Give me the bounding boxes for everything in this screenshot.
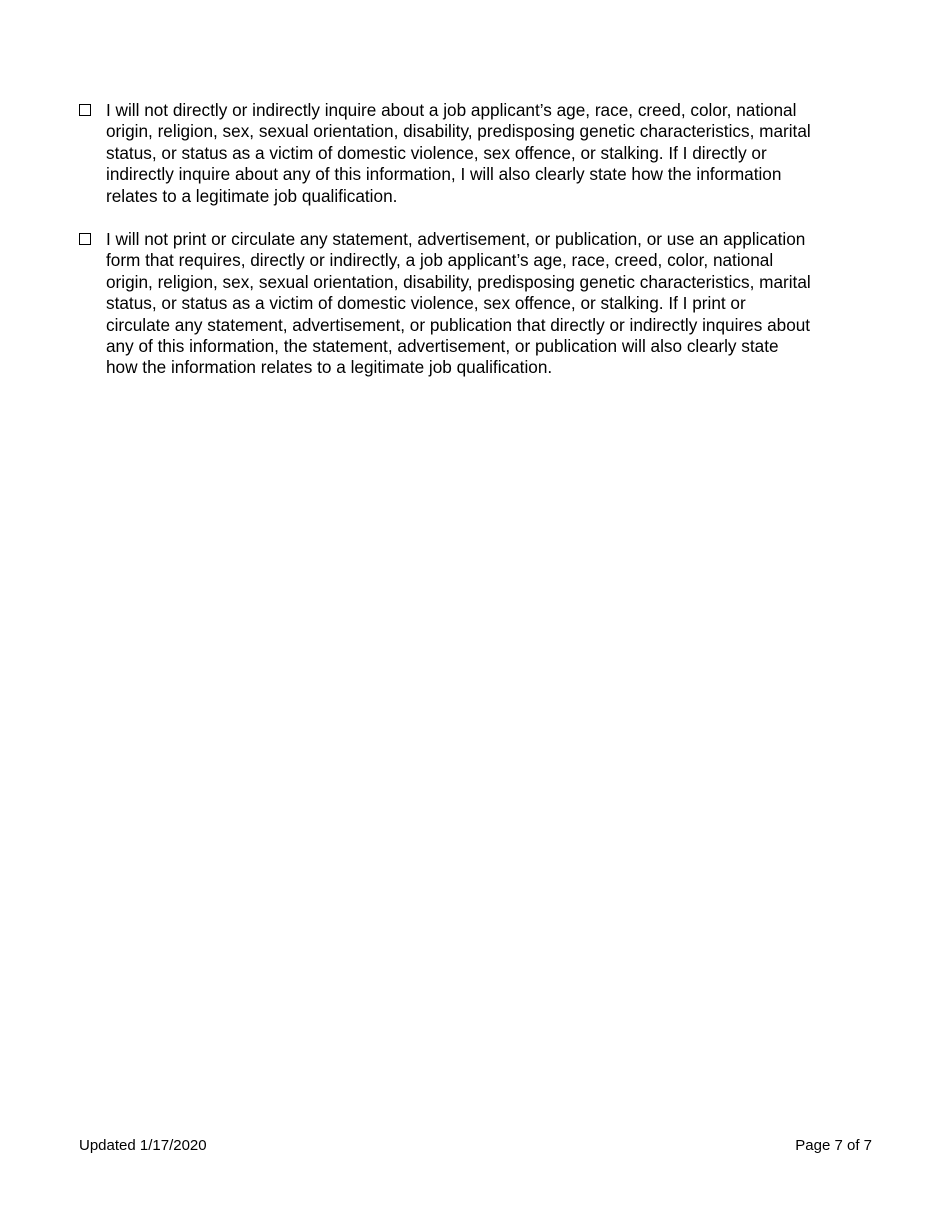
checklist-item-checkbox[interactable]	[79, 104, 91, 116]
checklist-item-text: I will not directly or indirectly inquire about a job applicant’s age, race, creed, color, national origin, religion, sex, sexual orientation, disability, predisposing genetic characteristics, marital status, or status as a victim of domestic violence, sex offence, or stalking. If I directly or indirectly inquire about any of this information, I will also clearly state how the information relates to a legitimate job qualification.	[106, 100, 811, 206]
footer-page-number: Page 7 of 7	[795, 1137, 872, 1154]
checklist-item	[79, 229, 879, 379]
footer-updated-date: Updated 1/17/2020	[79, 1137, 207, 1154]
checklist-item	[79, 100, 879, 207]
checklist-item-text: I will not print or circulate any statement, advertisement, or publication, or use an application form that requires, directly or indirectly, a job applicant’s age, race, creed, color, national origin, religion, sex, sexual orientation, disability, predisposing genetic characteristics, marital status, or status as a victim of domestic violence, sex offence, or stalking. If I print or circulate any statement, advertisement, or publication that directly or indirectly inquires about any of this information, the statement, advertisement, or publication will also clearly state how the information relates to a legitimate job qualification.	[106, 229, 811, 378]
checklist-item-checkbox[interactable]	[79, 233, 91, 245]
